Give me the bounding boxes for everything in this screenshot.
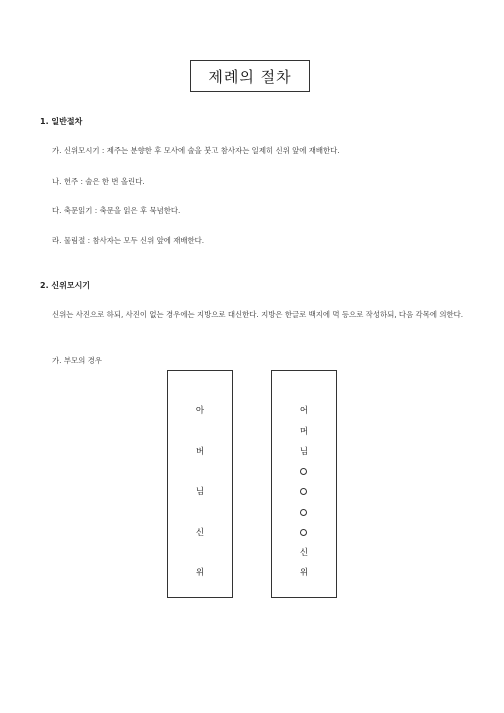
tablet-char: 어 <box>299 406 309 416</box>
tablet-char: 신 <box>299 548 309 558</box>
page-title: 제례의 절차 <box>190 60 310 92</box>
surname-placeholder-circle <box>300 509 307 516</box>
mother-memorial-tablet <box>271 370 337 598</box>
tablet-char: 신 <box>195 528 205 538</box>
section-2-heading: 2. 신위모시기 <box>40 281 91 290</box>
surname-placeholder-circle <box>300 488 307 495</box>
tablet-char: 위 <box>299 568 309 578</box>
section-1-item-4: 라. 물림절 : 참사자는 모두 신위 앞에 재배한다. <box>52 236 205 245</box>
father-memorial-tablet <box>167 370 233 598</box>
section-1-item-1: 가. 신위모시기 : 제주는 분향한 후 모사에 술을 붓고 참사자는 일제히 신위 앞에 재배한다. <box>52 146 340 155</box>
surname-placeholder-circle <box>300 529 307 536</box>
surname-placeholder-circle <box>300 468 307 475</box>
tablet-char: 위 <box>195 568 205 578</box>
tablet-char: 버 <box>195 447 205 457</box>
tablet-char: 님 <box>299 447 309 457</box>
section-2-subheading: 가. 부모의 경우 <box>52 356 102 365</box>
section-2-paragraph: 신위는 사진으로 하되, 사진이 없는 경우에는 지방으로 대신한다. 지방은 한글로 백지에 먹 등으로 작성하되, 다음 각목에 의한다. <box>52 310 464 319</box>
section-1-item-3: 다. 축문읽기 : 축문을 읽은 후 묵념한다. <box>52 206 181 215</box>
tablet-char: 님 <box>195 487 205 497</box>
section-1-item-2: 나. 헌주 : 술은 한 번 올린다. <box>52 177 145 186</box>
section-1-heading: 1. 일반절차 <box>40 117 83 126</box>
tablet-char: 아 <box>195 406 205 416</box>
tablet-char: 머 <box>299 427 309 437</box>
